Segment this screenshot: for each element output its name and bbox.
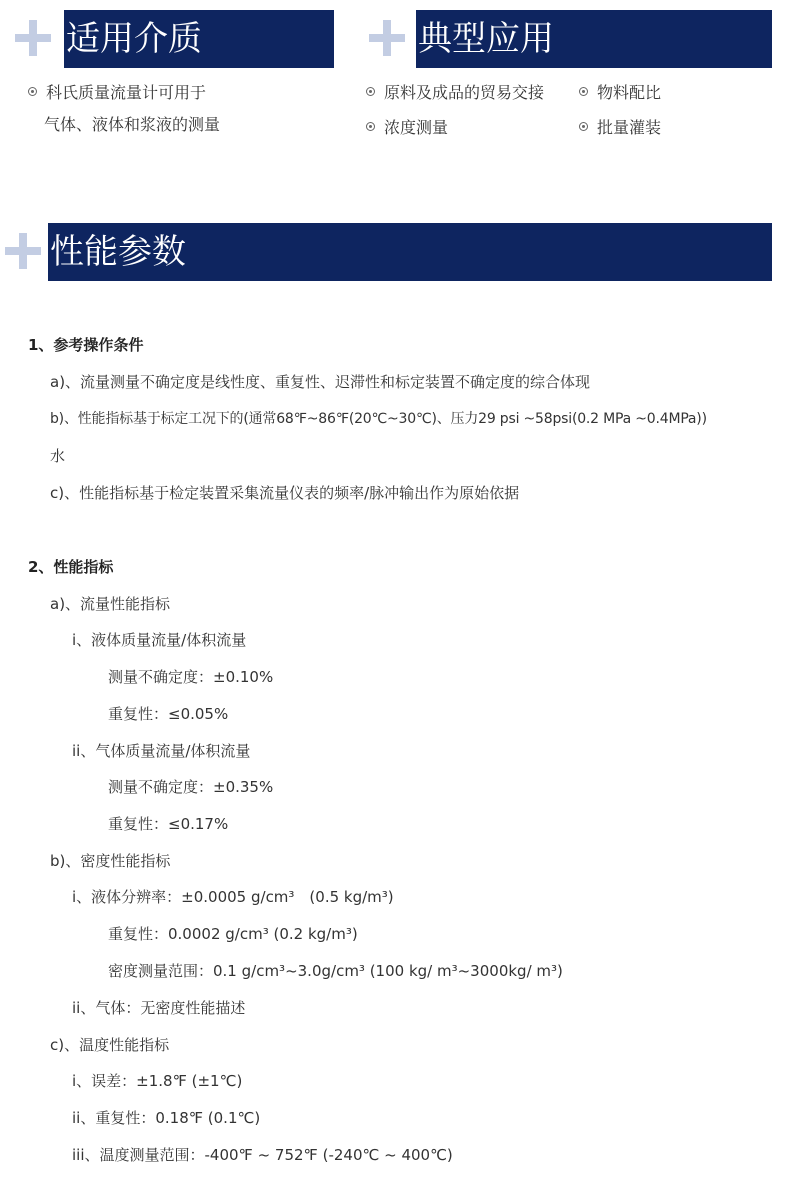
plus-icon (369, 20, 405, 56)
text-line: ii、气体：无密度性能描述 (72, 999, 246, 1017)
text-line: b)、密度性能指标 (50, 852, 171, 870)
bullet-icon (28, 87, 37, 96)
section-title-applications: 典型应用 (416, 10, 772, 68)
section-title-performance: 性能参数 (48, 223, 772, 281)
text-line: 密度测量范围：0.1 g/cm³~3.0g/cm³ (100 kg/ m³~3000kg/ m³) (108, 962, 563, 980)
text-line: b)、性能指标基于标定工况下的(通常68℉~86℉(20℃~30℃)、压力29 psi ~58psi(0.2 MPa ~0.4MPa)) (50, 411, 707, 427)
heading-reference-conditions: 1、参考操作条件 (28, 336, 144, 354)
plus-icon (5, 233, 41, 269)
text-line: 测量不确定度：±0.10% (108, 668, 274, 686)
list-item-app-4: 批量灌装 (579, 115, 661, 138)
list-item-app-1: 原料及成品的贸易交接 (366, 80, 544, 103)
text-line: 重复性：0.0002 g/cm³ (0.2 kg/m³) (108, 925, 358, 943)
text-line: ii、重复性：0.18℉ (0.1℃) (72, 1109, 261, 1127)
text-line: i、液体质量流量/体积流量 (72, 631, 247, 649)
text-line: 水 (50, 447, 66, 465)
text-line: ii、气体质量流量/体积流量 (72, 742, 251, 760)
text-line: i、误差：±1.8℉ (±1℃) (72, 1072, 243, 1090)
text-line: 测量不确定度：±0.35% (108, 778, 274, 796)
bullet-icon (366, 87, 375, 96)
plus-icon (15, 20, 51, 56)
bullet-icon (366, 122, 375, 131)
text-line: 重复性：≤0.17% (108, 815, 229, 833)
text-line: 重复性：≤0.05% (108, 705, 229, 723)
text-line: c)、性能指标基于检定装置采集流量仪表的频率/脉冲输出作为原始依据 (50, 484, 520, 502)
list-item-app-2: 物料配比 (579, 80, 661, 103)
list-item-media-2: 气体、液体和浆液的测量 (44, 115, 221, 134)
text-line: i、液体分辨率：±0.0005 g/cm³ (0.5 kg/m³) (72, 888, 394, 906)
list-item-app-3: 浓度测量 (366, 115, 448, 138)
bullet-icon (579, 87, 588, 96)
text-line: a)、流量性能指标 (50, 595, 171, 613)
text-line: iii、温度测量范围：-400℉ ~ 752℉ (-240℃ ~ 400℃) (72, 1146, 453, 1164)
text-line: a)、流量测量不确定度是线性度、重复性、迟滞性和标定装置不确定度的综合体现 (50, 373, 591, 391)
bullet-icon (579, 122, 588, 131)
list-item-media-1: 科氏质量流量计可用于 (28, 80, 206, 103)
text-line: c)、温度性能指标 (50, 1036, 170, 1054)
heading-performance-indicators: 2、性能指标 (28, 558, 114, 576)
section-title-media: 适用介质 (64, 10, 334, 68)
